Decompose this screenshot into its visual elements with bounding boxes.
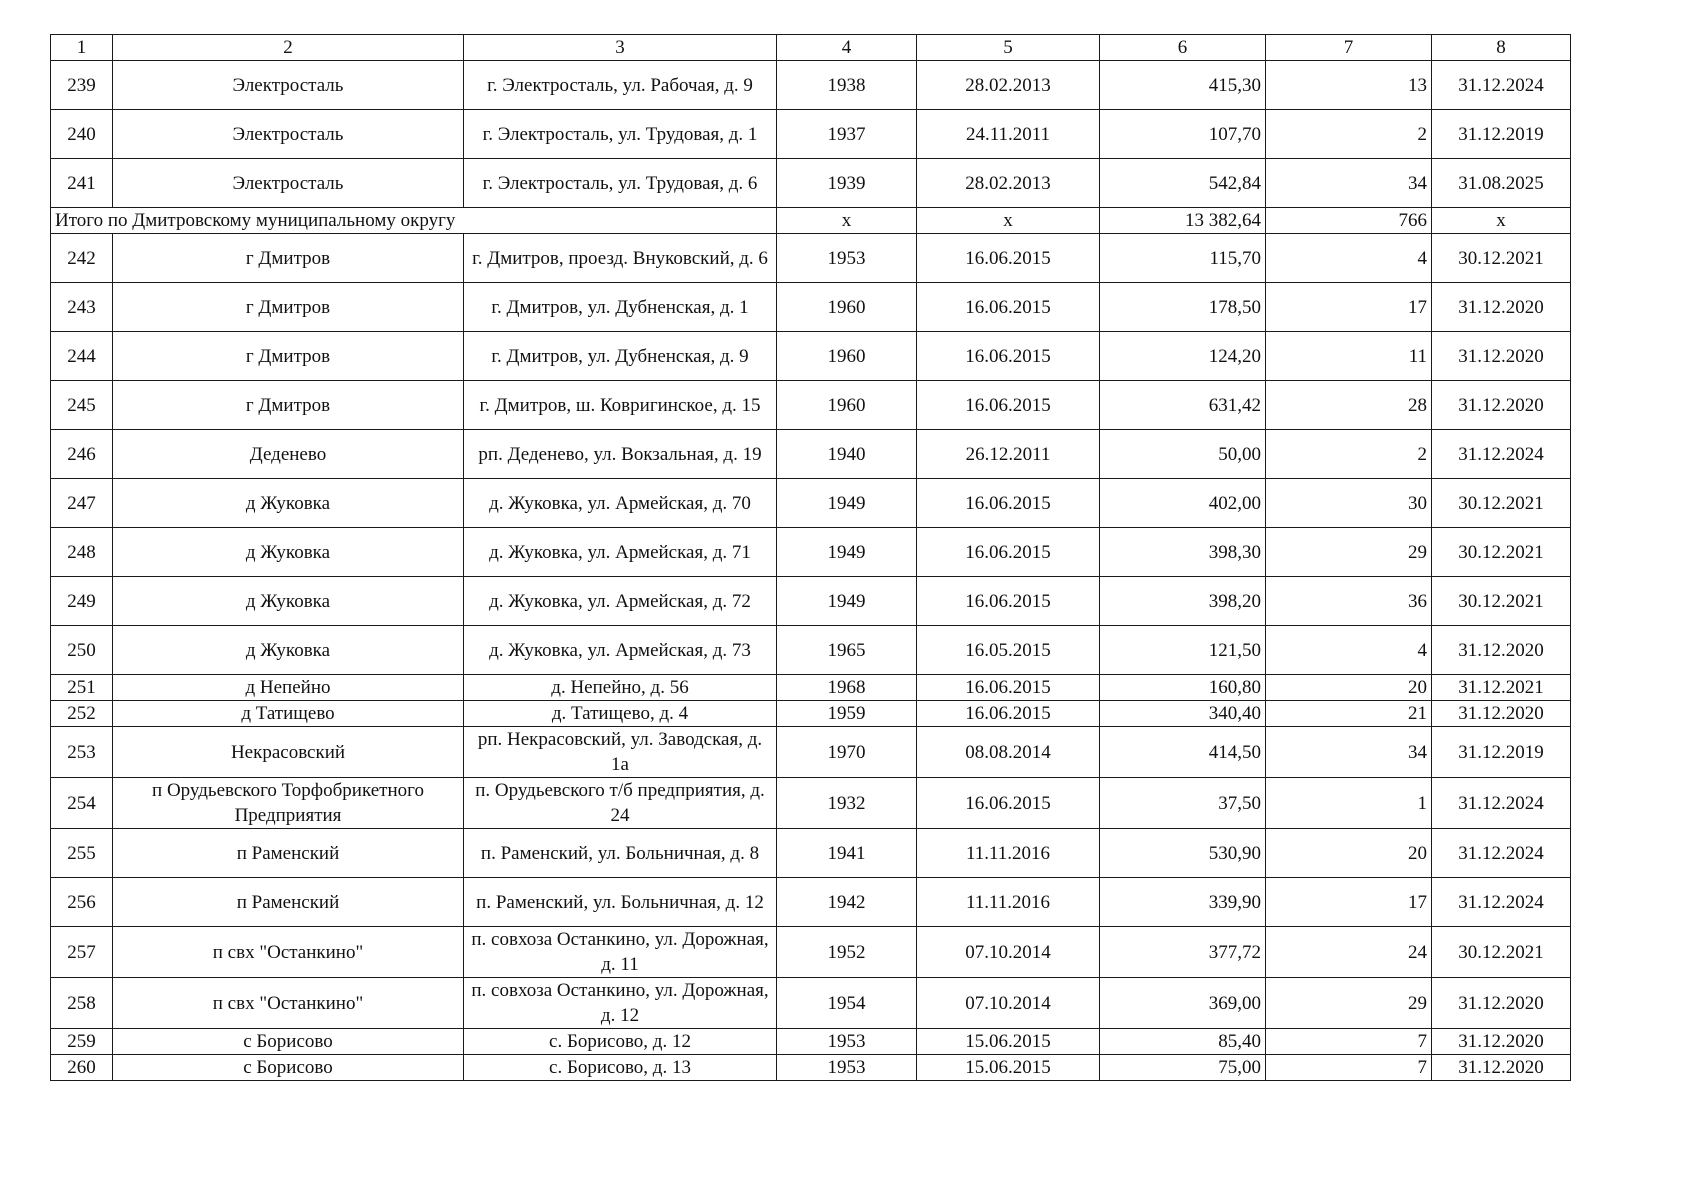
row-number-cell: 256 — [51, 878, 113, 927]
recognition-date-cell: 28.02.2013 — [917, 61, 1100, 110]
area-cell: 377,72 — [1100, 927, 1266, 978]
resettlement-deadline-cell: 31.12.2020 — [1432, 332, 1571, 381]
year-built-cell: 1932 — [777, 778, 917, 829]
table-row — [51, 675, 1571, 701]
table-row — [51, 381, 1571, 430]
area-cell: 369,00 — [1100, 978, 1266, 1029]
residents-cell: 36 — [1266, 577, 1432, 626]
row-number-cell: 245 — [51, 381, 113, 430]
residents-cell: 7 — [1266, 1055, 1432, 1081]
locality-cell: д Жуковка — [113, 528, 464, 577]
recognition-date-cell: 16.06.2015 — [917, 701, 1100, 727]
residents-cell: 2 — [1266, 110, 1432, 159]
recognition-date-cell: 28.02.2013 — [917, 159, 1100, 208]
locality-cell: д Жуковка — [113, 626, 464, 675]
row-number-cell: 248 — [51, 528, 113, 577]
address-cell: г. Электросталь, ул. Рабочая, д. 9 — [464, 61, 777, 110]
resettlement-deadline-cell: 30.12.2021 — [1432, 528, 1571, 577]
locality-cell: Электросталь — [113, 110, 464, 159]
residents-cell: 20 — [1266, 675, 1432, 701]
locality-cell: п Орудьевского Торфобрикетного Предприятия — [113, 778, 464, 829]
row-number-cell: 240 — [51, 110, 113, 159]
area-cell: 340,40 — [1100, 701, 1266, 727]
year-built-cell: 1942 — [777, 878, 917, 927]
residents-cell: 34 — [1266, 159, 1432, 208]
row-number-cell: 244 — [51, 332, 113, 381]
address-cell: п. Раменский, ул. Больничная, д. 8 — [464, 829, 777, 878]
resettlement-deadline-cell: 31.12.2024 — [1432, 778, 1571, 829]
locality-cell: Электросталь — [113, 61, 464, 110]
residents-cell: 1 — [1266, 778, 1432, 829]
address-cell: г. Дмитров, ш. Ковригинское, д. 15 — [464, 381, 777, 430]
recognition-date-cell: 11.11.2016 — [917, 829, 1100, 878]
table-row — [51, 1029, 1571, 1055]
locality-cell: п свх "Останкино" — [113, 978, 464, 1029]
row-number-cell: 254 — [51, 778, 113, 829]
locality-cell: п Раменский — [113, 878, 464, 927]
residents-cell: 29 — [1266, 978, 1432, 1029]
recognition-date-cell: 16.06.2015 — [917, 528, 1100, 577]
recognition-date-cell: 11.11.2016 — [917, 878, 1100, 927]
area-cell: 160,80 — [1100, 675, 1266, 701]
column-number: 6 — [1100, 35, 1266, 61]
resettlement-deadline-cell: x — [1432, 208, 1571, 234]
recognition-date-cell: 16.06.2015 — [917, 381, 1100, 430]
resettlement-deadline-cell: 31.12.2024 — [1432, 61, 1571, 110]
table-row — [51, 927, 1571, 978]
column-number: 2 — [113, 35, 464, 61]
resettlement-deadline-cell: 30.12.2021 — [1432, 577, 1571, 626]
row-number-cell: 257 — [51, 927, 113, 978]
resettlement-deadline-cell: 31.12.2024 — [1432, 878, 1571, 927]
resettlement-deadline-cell: 31.12.2020 — [1432, 1055, 1571, 1081]
resettlement-deadline-cell: 30.12.2021 — [1432, 479, 1571, 528]
recognition-date-cell: 15.06.2015 — [917, 1055, 1100, 1081]
area-cell: 75,00 — [1100, 1055, 1266, 1081]
resettlement-deadline-cell: 31.12.2020 — [1432, 978, 1571, 1029]
column-number: 4 — [777, 35, 917, 61]
recognition-date-cell: 07.10.2014 — [917, 927, 1100, 978]
locality-cell: г Дмитров — [113, 332, 464, 381]
row-number-cell: 246 — [51, 430, 113, 479]
year-built-cell: 1949 — [777, 479, 917, 528]
year-built-cell: 1940 — [777, 430, 917, 479]
address-cell: п. совхоза Останкино, ул. Дорожная, д. 11 — [464, 927, 777, 978]
table-row — [51, 778, 1571, 829]
residents-cell: 2 — [1266, 430, 1432, 479]
year-built-cell: 1953 — [777, 1029, 917, 1055]
resettlement-deadline-cell: 30.12.2021 — [1432, 234, 1571, 283]
resettlement-deadline-cell: 31.12.2020 — [1432, 1029, 1571, 1055]
locality-cell: Деденево — [113, 430, 464, 479]
table-row — [51, 479, 1571, 528]
area-cell: 121,50 — [1100, 626, 1266, 675]
residents-cell: 11 — [1266, 332, 1432, 381]
resettlement-deadline-cell: 31.12.2019 — [1432, 110, 1571, 159]
address-cell: п. Орудьевского т/б предприятия, д. 24 — [464, 778, 777, 829]
area-cell: 398,20 — [1100, 577, 1266, 626]
table-row — [51, 829, 1571, 878]
locality-cell: Некрасовский — [113, 727, 464, 778]
table-row — [51, 430, 1571, 479]
resettlement-deadline-cell: 31.12.2020 — [1432, 283, 1571, 332]
recognition-date-cell: 26.12.2011 — [917, 430, 1100, 479]
year-built-cell: 1937 — [777, 110, 917, 159]
area-cell: 85,40 — [1100, 1029, 1266, 1055]
address-cell: п. совхоза Останкино, ул. Дорожная, д. 12 — [464, 978, 777, 1029]
recognition-date-cell: 16.06.2015 — [917, 577, 1100, 626]
year-built-cell: 1952 — [777, 927, 917, 978]
housing-table — [50, 34, 1571, 1081]
row-number-cell: 247 — [51, 479, 113, 528]
year-built-cell: 1939 — [777, 159, 917, 208]
recognition-date-cell: 16.06.2015 — [917, 479, 1100, 528]
address-cell: д. Жуковка, ул. Армейская, д. 70 — [464, 479, 777, 528]
address-cell: г. Электросталь, ул. Трудовая, д. 6 — [464, 159, 777, 208]
residents-cell: 24 — [1266, 927, 1432, 978]
column-number: 8 — [1432, 35, 1571, 61]
row-number-cell: 258 — [51, 978, 113, 1029]
recognition-date-cell: 24.11.2011 — [917, 110, 1100, 159]
table-body — [51, 61, 1571, 1081]
subtotal-label: Итого по Дмитровскому муниципальному округу — [51, 208, 777, 234]
residents-cell: 34 — [1266, 727, 1432, 778]
residents-cell: 4 — [1266, 234, 1432, 283]
year-built-cell: 1960 — [777, 283, 917, 332]
locality-cell: п Раменский — [113, 829, 464, 878]
locality-cell: Электросталь — [113, 159, 464, 208]
locality-cell: д Непейно — [113, 675, 464, 701]
table-row — [51, 159, 1571, 208]
row-number-cell: 251 — [51, 675, 113, 701]
resettlement-deadline-cell: 30.12.2021 — [1432, 927, 1571, 978]
year-built-cell: x — [777, 208, 917, 234]
year-built-cell: 1959 — [777, 701, 917, 727]
residents-cell: 7 — [1266, 1029, 1432, 1055]
address-cell: рп. Некрасовский, ул. Заводская, д. 1а — [464, 727, 777, 778]
table-row — [51, 626, 1571, 675]
address-cell: г. Дмитров, ул. Дубненская, д. 1 — [464, 283, 777, 332]
locality-cell: д Жуковка — [113, 479, 464, 528]
residents-cell: 30 — [1266, 479, 1432, 528]
resettlement-deadline-cell: 31.12.2024 — [1432, 829, 1571, 878]
area-cell: 124,20 — [1100, 332, 1266, 381]
residents-cell: 29 — [1266, 528, 1432, 577]
column-number: 7 — [1266, 35, 1432, 61]
year-built-cell: 1960 — [777, 332, 917, 381]
resettlement-deadline-cell: 31.12.2019 — [1432, 727, 1571, 778]
area-total-cell: 13 382,64 — [1100, 208, 1266, 234]
recognition-date-cell: 15.06.2015 — [917, 1029, 1100, 1055]
area-cell: 530,90 — [1100, 829, 1266, 878]
address-cell: г. Дмитров, проезд. Внуковский, д. 6 — [464, 234, 777, 283]
resettlement-deadline-cell: 31.12.2020 — [1432, 626, 1571, 675]
row-number-cell: 255 — [51, 829, 113, 878]
recognition-date-cell: 16.06.2015 — [917, 778, 1100, 829]
table-row — [51, 978, 1571, 1029]
address-cell: г. Дмитров, ул. Дубненская, д. 9 — [464, 332, 777, 381]
locality-cell: с Борисово — [113, 1055, 464, 1081]
locality-cell: д Татищево — [113, 701, 464, 727]
address-cell: д. Жуковка, ул. Армейская, д. 72 — [464, 577, 777, 626]
row-number-cell: 239 — [51, 61, 113, 110]
area-cell: 398,30 — [1100, 528, 1266, 577]
address-cell: г. Электросталь, ул. Трудовая, д. 1 — [464, 110, 777, 159]
recognition-date-cell: 16.05.2015 — [917, 626, 1100, 675]
table-row — [51, 577, 1571, 626]
residents-cell: 20 — [1266, 829, 1432, 878]
area-cell: 107,70 — [1100, 110, 1266, 159]
residents-total-cell: 766 — [1266, 208, 1432, 234]
row-number-cell: 252 — [51, 701, 113, 727]
resettlement-deadline-cell: 31.12.2020 — [1432, 381, 1571, 430]
table-row — [51, 283, 1571, 332]
table-row — [51, 1055, 1571, 1081]
area-cell: 115,70 — [1100, 234, 1266, 283]
row-number-cell: 241 — [51, 159, 113, 208]
recognition-date-cell: 08.08.2014 — [917, 727, 1100, 778]
area-cell: 339,90 — [1100, 878, 1266, 927]
year-built-cell: 1949 — [777, 577, 917, 626]
residents-cell: 4 — [1266, 626, 1432, 675]
column-number: 1 — [51, 35, 113, 61]
address-cell: с. Борисово, д. 12 — [464, 1029, 777, 1055]
recognition-date-cell: 16.06.2015 — [917, 283, 1100, 332]
table-row — [51, 528, 1571, 577]
table-row — [51, 878, 1571, 927]
row-number-cell: 253 — [51, 727, 113, 778]
year-built-cell: 1953 — [777, 234, 917, 283]
year-built-cell: 1968 — [777, 675, 917, 701]
column-number: 3 — [464, 35, 777, 61]
residents-cell: 17 — [1266, 878, 1432, 927]
column-number: 5 — [917, 35, 1100, 61]
address-cell: рп. Деденево, ул. Вокзальная, д. 19 — [464, 430, 777, 479]
address-cell: д. Татищево, д. 4 — [464, 701, 777, 727]
table-row — [51, 234, 1571, 283]
year-built-cell: 1954 — [777, 978, 917, 1029]
residents-cell: 21 — [1266, 701, 1432, 727]
residents-cell: 17 — [1266, 283, 1432, 332]
recognition-date-cell: 07.10.2014 — [917, 978, 1100, 1029]
table-row — [51, 727, 1571, 778]
recognition-date-cell: 16.06.2015 — [917, 675, 1100, 701]
locality-cell: с Борисово — [113, 1029, 464, 1055]
recognition-date-cell: 16.06.2015 — [917, 234, 1100, 283]
row-number-cell: 260 — [51, 1055, 113, 1081]
address-cell: д. Жуковка, ул. Армейская, д. 73 — [464, 626, 777, 675]
locality-cell: г Дмитров — [113, 381, 464, 430]
year-built-cell: 1949 — [777, 528, 917, 577]
row-number-cell: 242 — [51, 234, 113, 283]
year-built-cell: 1965 — [777, 626, 917, 675]
table-row — [51, 332, 1571, 381]
table-row — [51, 61, 1571, 110]
address-cell: п. Раменский, ул. Больничная, д. 12 — [464, 878, 777, 927]
table-row — [51, 110, 1571, 159]
year-built-cell: 1960 — [777, 381, 917, 430]
residents-cell: 28 — [1266, 381, 1432, 430]
resettlement-deadline-cell: 31.12.2021 — [1432, 675, 1571, 701]
locality-cell: г Дмитров — [113, 234, 464, 283]
area-cell: 415,30 — [1100, 61, 1266, 110]
residents-cell: 13 — [1266, 61, 1432, 110]
row-number-cell: 259 — [51, 1029, 113, 1055]
area-cell: 631,42 — [1100, 381, 1266, 430]
subtotal-row — [51, 208, 1571, 234]
resettlement-deadline-cell: 31.12.2024 — [1432, 430, 1571, 479]
year-built-cell: 1941 — [777, 829, 917, 878]
year-built-cell: 1953 — [777, 1055, 917, 1081]
area-cell: 50,00 — [1100, 430, 1266, 479]
recognition-date-cell: x — [917, 208, 1100, 234]
year-built-cell: 1938 — [777, 61, 917, 110]
locality-cell: д Жуковка — [113, 577, 464, 626]
area-cell: 402,00 — [1100, 479, 1266, 528]
area-cell: 542,84 — [1100, 159, 1266, 208]
column-number-header-row — [51, 35, 1571, 61]
locality-cell: п свх "Останкино" — [113, 927, 464, 978]
row-number-cell: 249 — [51, 577, 113, 626]
area-cell: 37,50 — [1100, 778, 1266, 829]
locality-cell: г Дмитров — [113, 283, 464, 332]
recognition-date-cell: 16.06.2015 — [917, 332, 1100, 381]
row-number-cell: 250 — [51, 626, 113, 675]
row-number-cell: 243 — [51, 283, 113, 332]
address-cell: с. Борисово, д. 13 — [464, 1055, 777, 1081]
resettlement-deadline-cell: 31.08.2025 — [1432, 159, 1571, 208]
area-cell: 414,50 — [1100, 727, 1266, 778]
table-row — [51, 701, 1571, 727]
address-cell: д. Жуковка, ул. Армейская, д. 71 — [464, 528, 777, 577]
year-built-cell: 1970 — [777, 727, 917, 778]
resettlement-deadline-cell: 31.12.2020 — [1432, 701, 1571, 727]
area-cell: 178,50 — [1100, 283, 1266, 332]
address-cell: д. Непейно, д. 56 — [464, 675, 777, 701]
